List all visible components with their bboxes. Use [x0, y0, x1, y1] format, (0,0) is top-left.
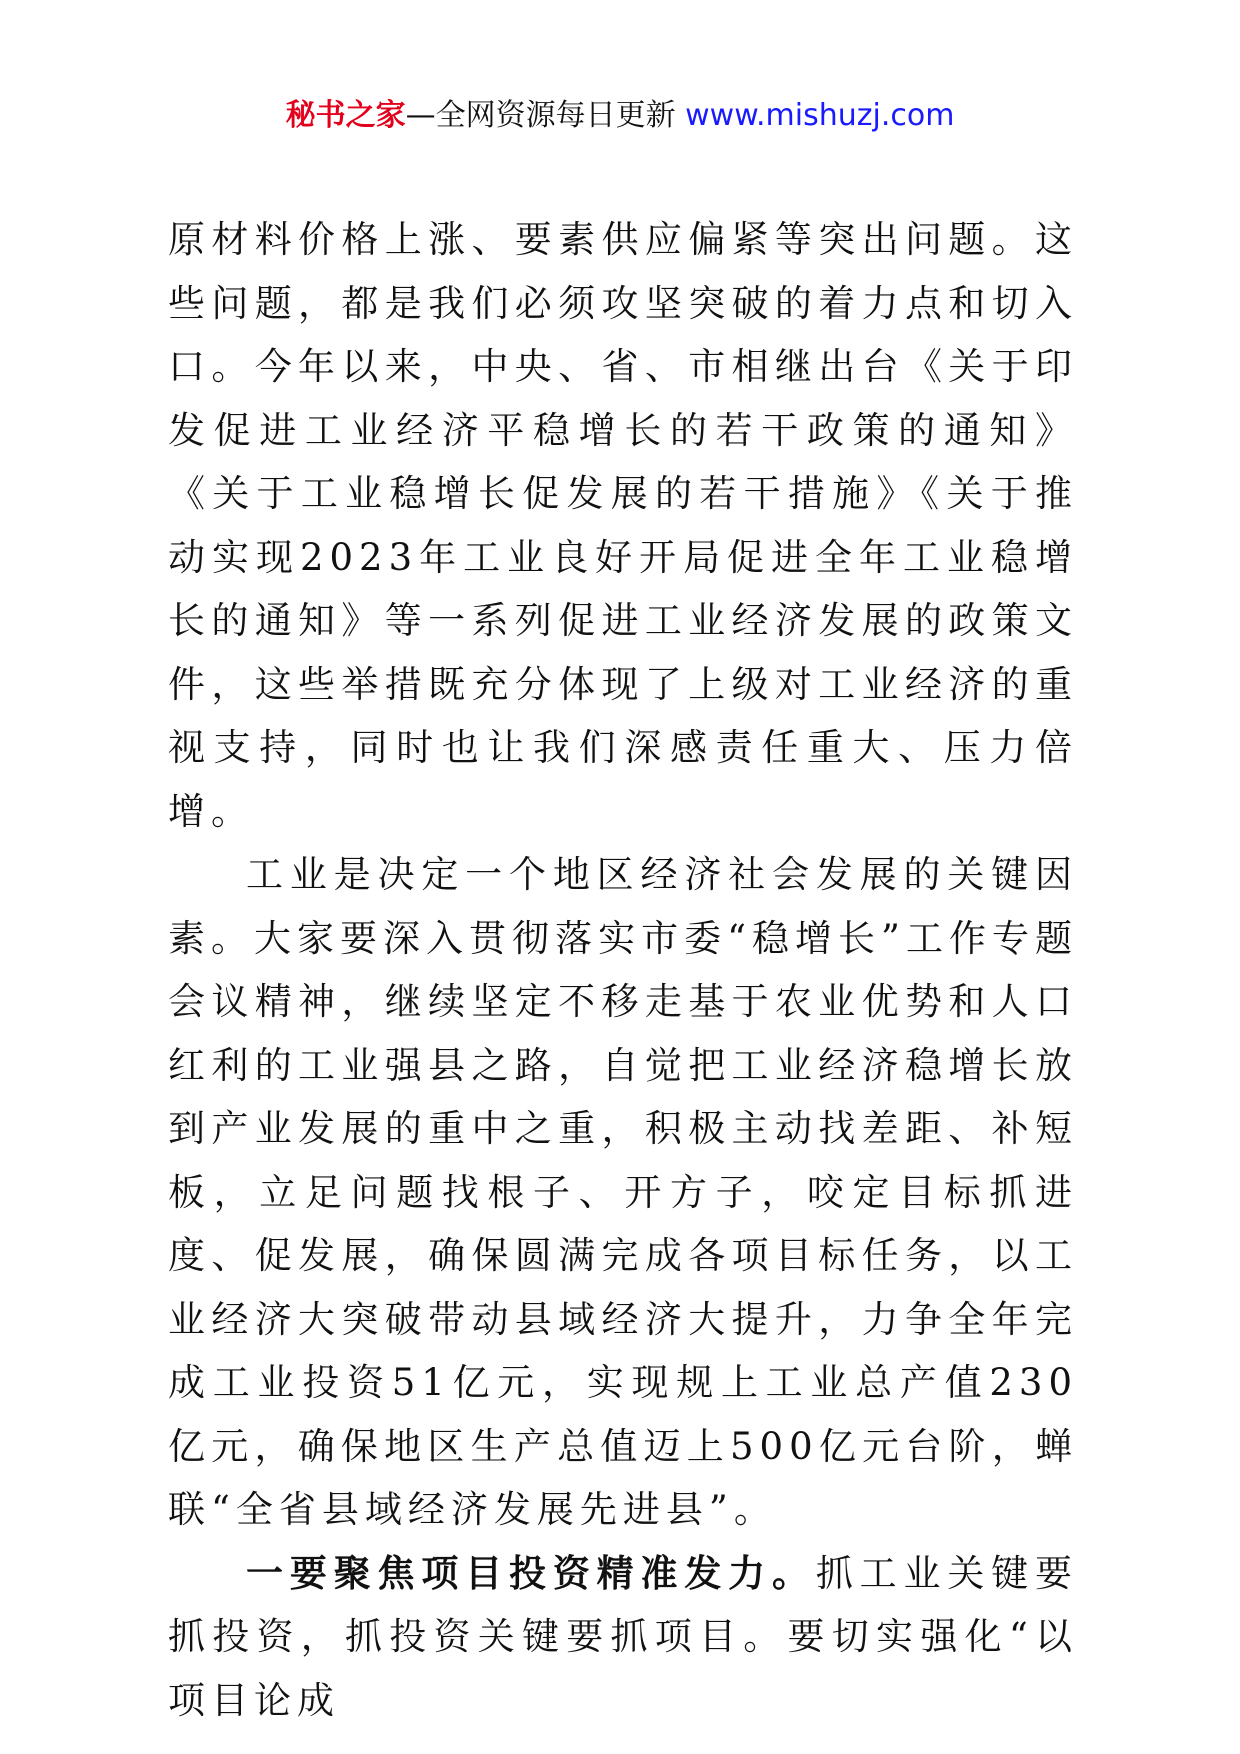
- paragraph-project-investment-text: 抓工业关键要抓投资，抓投资关键要抓项目。要切实强化“以项目论成: [168, 1551, 1079, 1722]
- header-url-link[interactable]: www.mishuzj.com: [685, 98, 955, 133]
- paragraph-industry-key-factor: 工业是决定一个地区经济社会发展的关键因素。大家要深入贯彻落实市委“稳增长”工作专题会议精神，继续坚定不移走基于农业优势和人口红利的工业强县之路，自觉把工业经济稳增长放到产业发展的重中之重，积极主动找差距、补短板，立足问题找根子、开方子，咬定目标抓进度、促发展，确保圆满完成各项目标任务，以工业经济大突破带动县域经济大提升，力争全年完成工业投资51亿元，实现规上工业总产值230亿元，确保地区生产总值迈上500亿元台阶，蝉联“全省县域经济发展先进县”。: [168, 853, 1078, 1531]
- header-brand: 秘书之家: [285, 98, 406, 133]
- header-tagline: —全网资源每日更新: [405, 98, 676, 133]
- page-header: [0, 96, 1240, 136]
- paragraph-continuation: 原材料价格上涨、要素供应偏紧等突出问题。这些问题，都是我们必须攻坚突破的着力点和切入口。今年以来，中央、省、市相继出台《关于印发促进工业经济平稳增长的若干政策的通知》《关于工业稳增长促发展的若干措施》《关于推动实现2023年工业良好开局促进全年工业稳增长的通知》等一系列促进工业经济发展的政策文件，这些举措既充分体现了上级对工业经济的重视支持，同时也让我们深感责任重大、压力倍增。: [168, 218, 1078, 833]
- paragraph-lead-heading: 一要聚焦项目投资精准发力。: [246, 1550, 816, 1595]
- paragraph-project-investment: [168, 1542, 1078, 1733]
- document-body: [168, 208, 1078, 1732]
